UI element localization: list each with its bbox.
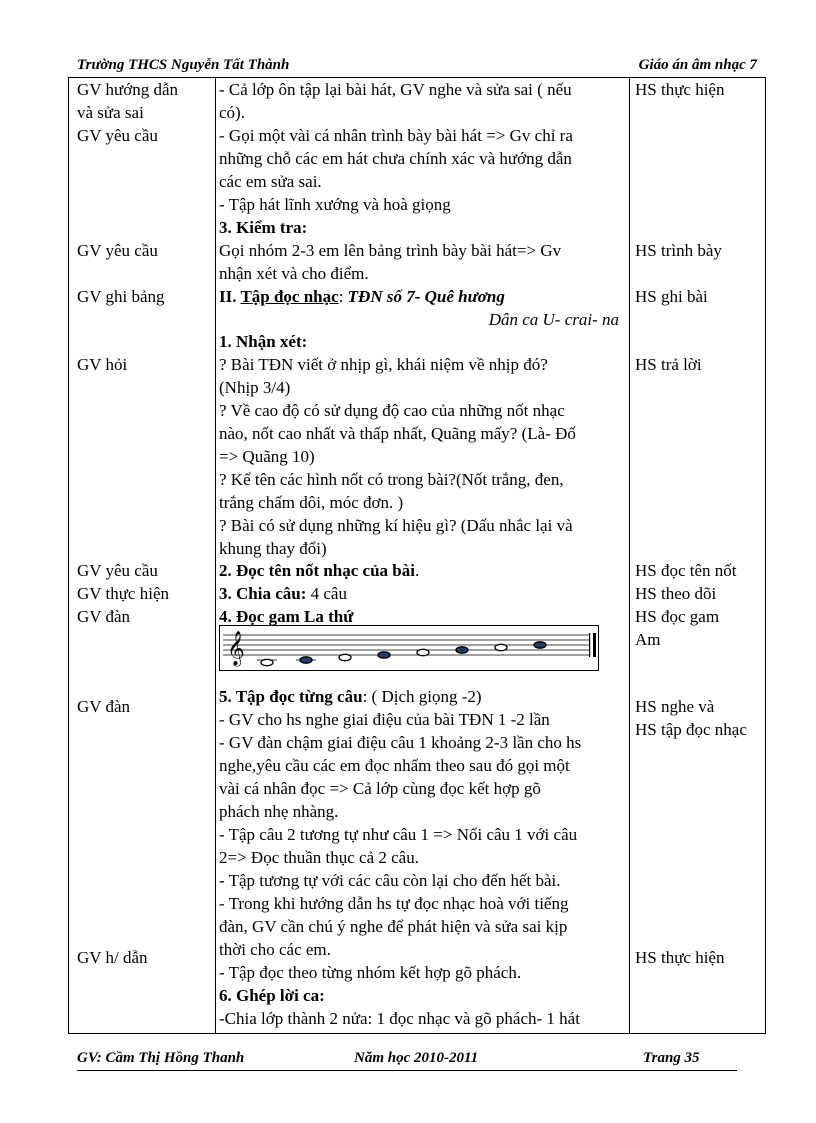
school-name: Trường THCS Nguyễn Tất Thành bbox=[77, 57, 290, 73]
student-activity: HS nghe và bbox=[635, 697, 715, 716]
section-heading bbox=[219, 685, 627, 708]
content-line: thời cho các em. bbox=[219, 940, 331, 959]
student-activity: HS trả lời bbox=[635, 355, 702, 374]
section-heading: 6. Ghép lời ca: bbox=[219, 986, 325, 1005]
column-divider bbox=[629, 78, 630, 1033]
content-line: - Tập tương tự với các câu còn lại cho đến hết bài. bbox=[219, 871, 561, 890]
teacher-activity: GV yêu cầu bbox=[77, 241, 158, 260]
teacher-activity: GV đàn bbox=[77, 697, 131, 716]
content-line: 2=> Đọc thuần thục cả 2 câu. bbox=[219, 848, 419, 867]
content-line: ? Bài có sử dụng những kí hiệu gì? (Dấu nhắc lại và bbox=[219, 516, 573, 535]
final-barline bbox=[593, 633, 596, 657]
heading-colon: : bbox=[338, 287, 348, 306]
section-heading bbox=[219, 285, 627, 308]
song-title: TĐN số 7- Quê hương bbox=[347, 287, 505, 306]
content-line: nhận xét và cho điểm. bbox=[219, 264, 369, 283]
content-line: - Gọi một vài cá nhân trình bày bài hát => Gv chỉ ra bbox=[219, 126, 573, 145]
content-line: ? Về cao độ có sử dụng độ cao của những nốt nhạc bbox=[219, 401, 565, 420]
content-line: ? Kể tên các hình nốt có trong bài?(Nốt trắng, đen, bbox=[219, 470, 564, 489]
whole-note bbox=[417, 649, 429, 655]
student-activity: HS thực hiện bbox=[635, 948, 725, 967]
content-line: (Nhịp 3/4) bbox=[219, 378, 291, 397]
content-line: vài cá nhân đọc => Cả lớp cùng đọc kết hợp gõ bbox=[219, 779, 541, 798]
teacher-activity: GV hỏi bbox=[77, 355, 128, 374]
content-line: - GV cho hs nghe giai điệu của bài TĐN 1 -2 lần bbox=[219, 710, 550, 729]
whole-note bbox=[456, 647, 468, 653]
content-line: - Tập câu 2 tương tự như câu 1 => Nối câu 1 với câu bbox=[219, 825, 578, 844]
heading-tail: : ( Dịch giọng -2) bbox=[362, 687, 482, 706]
teacher-activity: GV hướng dẫn bbox=[77, 80, 178, 99]
content-line: - Tập hát lĩnh xướng và hoà giọng bbox=[219, 195, 451, 214]
content-line: Gọi nhóm 2-3 em lên bảng trình bày bài hát=> Gv bbox=[219, 241, 562, 260]
heading-text: 5. Tập đọc từng câu bbox=[219, 687, 363, 706]
whole-note bbox=[261, 659, 273, 665]
page-header bbox=[77, 55, 765, 78]
content-line: - Trong khi hướng dẫn hs tự đọc nhạc hoà với tiếng bbox=[219, 894, 569, 913]
treble-clef-icon: 𝄞 bbox=[227, 631, 245, 666]
section-heading: 4. Đọc gam La thứ bbox=[219, 607, 354, 626]
section-heading: 1. Nhận xét: bbox=[219, 332, 308, 351]
student-activity: HS đọc gam bbox=[635, 607, 720, 626]
heading-tail: . bbox=[414, 561, 420, 580]
teacher-activity: GV thực hiện bbox=[77, 584, 169, 603]
student-activity: HS ghi bài bbox=[635, 287, 708, 306]
student-activity: HS thực hiện bbox=[635, 80, 725, 99]
content-line: nghe,yêu cầu các em đọc nhẩm theo sau đó gọi một bbox=[219, 756, 570, 775]
content-line: -Chia lớp thành 2 nửa: 1 đọc nhạc và gõ phách- 1 hát bbox=[219, 1009, 580, 1028]
whole-note bbox=[300, 657, 312, 663]
student-activity: HS theo dõi bbox=[635, 584, 717, 603]
teacher-activity: GV ghi bảng bbox=[77, 287, 165, 306]
page-footer bbox=[77, 1048, 737, 1071]
content-line: - Cả lớp ôn tập lại bài hát, GV nghe và sửa sai ( nếu bbox=[219, 80, 572, 99]
heading-prefix: II. bbox=[219, 287, 241, 306]
page-number: Trang 35 bbox=[643, 1050, 700, 1066]
heading-text: 3. Chia câu: bbox=[219, 584, 307, 603]
heading-underlined: Tập đọc nhạc bbox=[240, 287, 339, 306]
whole-note bbox=[495, 644, 507, 650]
content-line: các em sửa sai. bbox=[219, 172, 322, 191]
student-activity: HS tập đọc nhạc bbox=[635, 720, 747, 739]
section-heading bbox=[219, 582, 627, 605]
teacher-activity: GV đàn bbox=[77, 607, 131, 626]
content-line: phách nhẹ nhàng. bbox=[219, 802, 339, 821]
teacher-activity: GV h/ dẫn bbox=[77, 948, 148, 967]
teacher-activity: GV yêu cầu bbox=[77, 126, 158, 145]
whole-note bbox=[339, 654, 351, 660]
content-line: - GV đàn chậm giai điệu câu 1 khoảng 2-3 lần cho hs bbox=[219, 733, 582, 752]
content-line: => Quãng 10) bbox=[219, 447, 315, 466]
section-heading bbox=[219, 559, 627, 582]
student-activity: Am bbox=[635, 630, 661, 649]
whole-note bbox=[534, 642, 546, 648]
teacher-name: GV: Cầm Thị Hồng Thanh bbox=[77, 1050, 245, 1066]
music-staff-a-minor-scale bbox=[219, 625, 599, 671]
teacher-activity: GV yêu cầu bbox=[77, 561, 158, 580]
staff-svg bbox=[219, 625, 599, 671]
lesson-table bbox=[68, 77, 766, 1034]
content-line: - Tập đọc theo từng nhóm kết hợp gõ phách. bbox=[219, 963, 522, 982]
student-activity: HS trình bày bbox=[635, 241, 722, 260]
content-line: đàn, GV cần chú ý nghe để phát hiện và sửa sai kịp bbox=[219, 917, 568, 936]
school-year: Năm học 2010-2011 bbox=[354, 1050, 479, 1066]
whole-note bbox=[378, 652, 390, 658]
content-line: trắng chấm dôi, móc đơn. ) bbox=[219, 493, 404, 512]
column-divider bbox=[215, 78, 216, 1033]
heading-tail: 4 câu bbox=[306, 584, 347, 603]
barline bbox=[589, 633, 590, 657]
content-line: khung thay đổi) bbox=[219, 539, 327, 558]
section-heading: 3. Kiểm tra: bbox=[219, 218, 308, 237]
student-activity: HS đọc tên nốt bbox=[635, 561, 737, 580]
content-line: ? Bài TĐN viết ở nhịp gì, khái niệm về nhịp đó? bbox=[219, 355, 548, 374]
content-line: nào, nốt cao nhất và thấp nhất, Quãng mấy? (Là- Đố bbox=[219, 424, 576, 443]
content-line: có). bbox=[219, 103, 245, 122]
content-line: những chỗ các em hát chưa chính xác và hướng dẫn bbox=[219, 149, 572, 168]
song-origin: Dân ca U- crai- na bbox=[488, 310, 619, 329]
document-title: Giáo án âm nhạc 7 bbox=[638, 57, 757, 73]
teacher-activity: và sửa sai bbox=[77, 103, 144, 122]
heading-text: 2. Đọc tên nốt nhạc của bài bbox=[219, 561, 415, 580]
